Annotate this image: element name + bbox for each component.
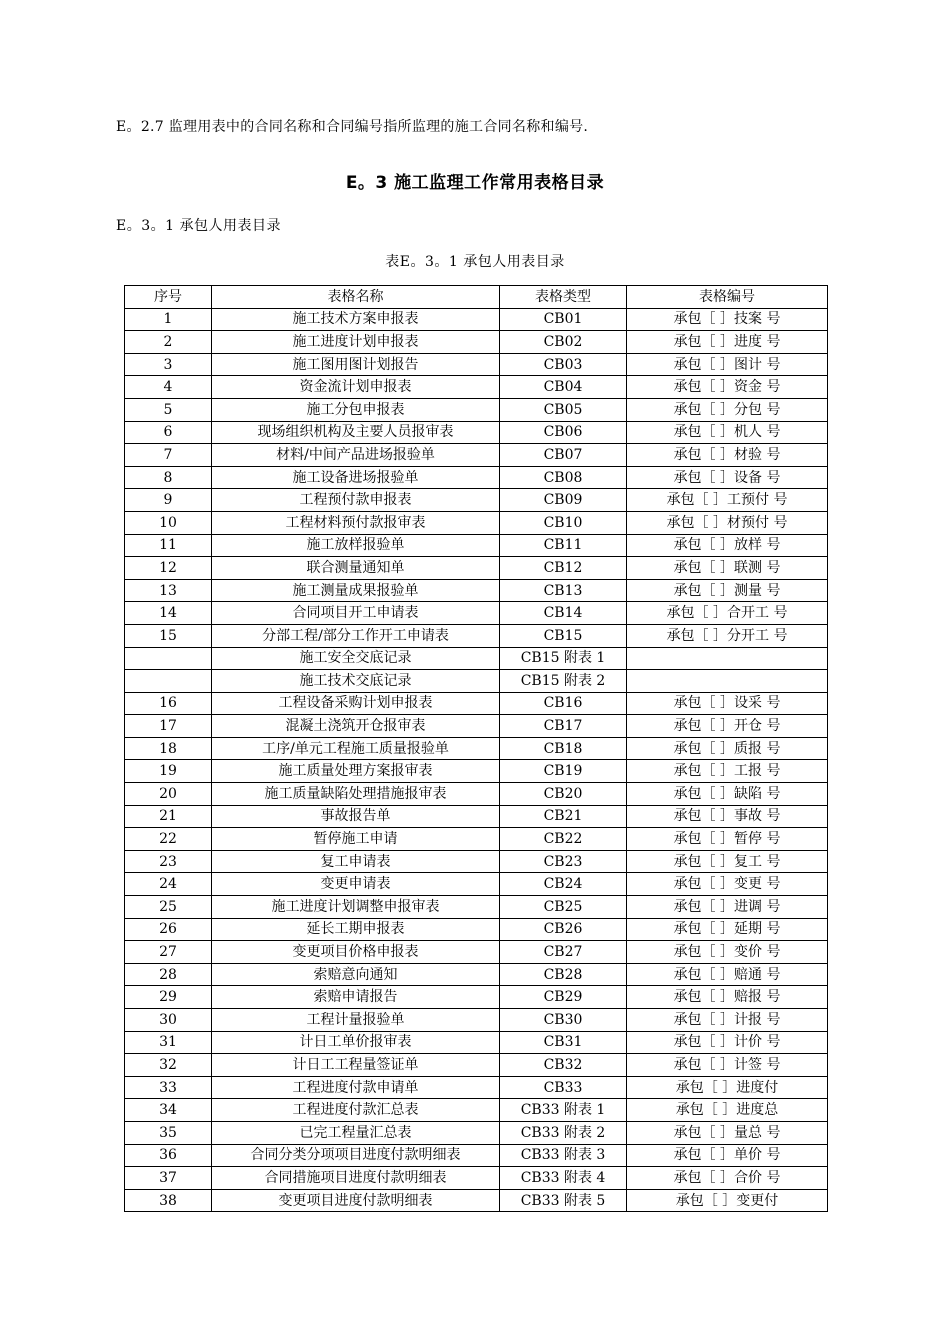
row-form-type: CB26 [500,918,627,941]
table-row [125,850,828,873]
row-form-name: 施工放样报验单 [212,534,500,557]
row-form-code: 承包［ ］分包 号 [627,398,828,421]
row-form-code: 承包［ ］工报 号 [627,760,828,783]
row-form-name: 工程进度付款汇总表 [212,1099,500,1122]
table-row [125,1054,828,1077]
row-form-name: 工程预付款申报表 [212,489,500,512]
row-form-type: CB15 附表 2 [500,670,627,693]
row-serial-no: 12 [125,557,212,580]
table-row [125,1144,828,1167]
row-form-name: 现场组织机构及主要人员报审表 [212,421,500,444]
row-form-name: 计日工工程量签证单 [212,1054,500,1077]
row-form-name: 联合测量通知单 [212,557,500,580]
table-body [125,308,828,1212]
table-row [125,896,828,919]
row-form-name: 合同措施项目进度付款明细表 [212,1167,500,1190]
row-serial-no: 6 [125,421,212,444]
table-row [125,511,828,534]
row-form-type: CB33 附表 2 [500,1121,627,1144]
row-form-code: 承包［ ］缺陷 号 [627,783,828,806]
row-serial-no: 5 [125,398,212,421]
row-form-code: 承包［ ］进度 号 [627,331,828,354]
header-serial-no: 序号 [125,286,212,309]
row-form-name: 索赔意向通知 [212,963,500,986]
row-form-type: CB15 [500,624,627,647]
row-form-type: CB16 [500,692,627,715]
table-caption: 表E。3。1 承包人用表目录 [385,254,565,270]
row-serial-no [125,647,212,670]
row-form-type: CB09 [500,489,627,512]
row-serial-no: 13 [125,579,212,602]
row-form-type: CB05 [500,398,627,421]
header-form-type: 表格类型 [500,286,627,309]
row-form-type: CB13 [500,579,627,602]
row-form-type: CB29 [500,986,627,1009]
table-row [125,1167,828,1190]
row-serial-no: 25 [125,896,212,919]
table-row [125,557,828,580]
row-form-type: CB18 [500,737,627,760]
table-row [125,692,828,715]
row-form-name: 施工安全交底记录 [212,647,500,670]
row-form-type: CB33 附表 5 [500,1189,627,1212]
row-form-type: CB30 [500,1009,627,1032]
table-row [125,828,828,851]
row-form-name: 材料/中间产品进场报验单 [212,444,500,467]
row-serial-no: 38 [125,1189,212,1212]
row-form-type: CB08 [500,466,627,489]
row-form-code: 承包［ ］计报 号 [627,1009,828,1032]
table-header-row [125,286,828,309]
row-serial-no: 7 [125,444,212,467]
row-form-code: 承包［ ］变更 号 [627,873,828,896]
row-form-code: 承包［ ］变更付 [627,1189,828,1212]
table-row [125,670,828,693]
row-serial-no: 14 [125,602,212,625]
row-form-code: 承包［ ］量总 号 [627,1121,828,1144]
row-form-type: CB14 [500,602,627,625]
row-form-type: CB33 附表 1 [500,1099,627,1122]
row-form-name: 施工技术交底记录 [212,670,500,693]
row-form-type: CB19 [500,760,627,783]
table-row [125,1031,828,1054]
row-form-type: CB07 [500,444,627,467]
row-form-type: CB33 附表 4 [500,1167,627,1190]
table-row [125,783,828,806]
row-form-name: 延长工期申报表 [212,918,500,941]
row-form-name: 合同项目开工申请表 [212,602,500,625]
form-catalog-table [124,285,828,1212]
table-row [125,1189,828,1212]
row-serial-no [125,670,212,693]
row-form-name: 工程设备采购计划申报表 [212,692,500,715]
table-row [125,986,828,1009]
table-row [125,715,828,738]
row-form-code: 承包［ ］单价 号 [627,1144,828,1167]
row-form-type: CB20 [500,783,627,806]
row-form-name: 施工图用图计划报告 [212,353,500,376]
row-form-code: 承包［ ］开仓 号 [627,715,828,738]
row-form-code: 承包［ ］进调 号 [627,896,828,919]
row-form-type: CB04 [500,376,627,399]
row-form-code: 承包［ ］图计 号 [627,353,828,376]
row-serial-no: 32 [125,1054,212,1077]
table-row [125,1099,828,1122]
section-title: E。3 施工监理工作常用表格目录 [345,173,605,193]
row-serial-no: 2 [125,331,212,354]
row-serial-no: 3 [125,353,212,376]
row-form-name: 变更申请表 [212,873,500,896]
row-form-type: CB15 附表 1 [500,647,627,670]
row-form-name: 分部工程/部分工作开工申请表 [212,624,500,647]
row-form-name: 资金流计划申报表 [212,376,500,399]
row-form-code: 承包［ ］计签 号 [627,1054,828,1077]
row-serial-no: 29 [125,986,212,1009]
table-row [125,624,828,647]
row-form-code [627,670,828,693]
row-form-name: 施工技术方案申报表 [212,308,500,331]
row-serial-no: 33 [125,1076,212,1099]
table-row [125,376,828,399]
row-form-code: 承包［ ］放样 号 [627,534,828,557]
row-form-type: CB12 [500,557,627,580]
row-form-code: 承包［ ］赔通 号 [627,963,828,986]
row-serial-no: 27 [125,941,212,964]
row-form-code: 承包［ ］资金 号 [627,376,828,399]
table-row [125,1009,828,1032]
row-serial-no: 37 [125,1167,212,1190]
table-row [125,466,828,489]
row-form-code: 承包［ ］合开工 号 [627,602,828,625]
row-form-type: CB27 [500,941,627,964]
row-serial-no: 23 [125,850,212,873]
table-row [125,805,828,828]
row-form-type: CB02 [500,331,627,354]
row-serial-no: 10 [125,511,212,534]
row-form-code: 承包［ ］机人 号 [627,421,828,444]
row-form-name: 已完工程量汇总表 [212,1121,500,1144]
row-form-name: 变更项目进度付款明细表 [212,1189,500,1212]
row-form-name: 施工进度计划调整申报审表 [212,896,500,919]
row-serial-no: 20 [125,783,212,806]
row-form-code: 承包［ ］测量 号 [627,579,828,602]
row-serial-no: 30 [125,1009,212,1032]
row-serial-no: 31 [125,1031,212,1054]
table-row [125,602,828,625]
table-row [125,579,828,602]
subsection-title: E。3。1 承包人用表目录 [116,218,281,234]
row-form-code: 承包［ ］计价 号 [627,1031,828,1054]
row-serial-no: 34 [125,1099,212,1122]
row-form-type: CB22 [500,828,627,851]
row-serial-no: 36 [125,1144,212,1167]
row-form-type: CB10 [500,511,627,534]
row-form-type: CB23 [500,850,627,873]
row-form-type: CB06 [500,421,627,444]
row-form-code: 承包［ ］设采 号 [627,692,828,715]
row-form-name: 暂停施工申请 [212,828,500,851]
row-form-code: 承包［ ］工预付 号 [627,489,828,512]
row-form-code: 承包［ ］材预付 号 [627,511,828,534]
row-form-type: CB03 [500,353,627,376]
row-form-name: 工程计量报验单 [212,1009,500,1032]
row-form-code: 承包［ ］进度付 [627,1076,828,1099]
table-row [125,941,828,964]
row-serial-no: 28 [125,963,212,986]
row-form-type: CB01 [500,308,627,331]
row-serial-no: 35 [125,1121,212,1144]
row-form-name: 施工设备进场报验单 [212,466,500,489]
row-form-code: 承包［ ］复工 号 [627,850,828,873]
row-form-code: 承包［ ］暂停 号 [627,828,828,851]
row-form-code: 承包［ ］联测 号 [627,557,828,580]
row-form-name: 施工进度计划申报表 [212,331,500,354]
row-form-code: 承包［ ］分开工 号 [627,624,828,647]
row-form-code: 承包［ ］事故 号 [627,805,828,828]
table-row [125,534,828,557]
row-form-name: 工序/单元工程施工质量报验单 [212,737,500,760]
row-form-type: CB24 [500,873,627,896]
row-form-name: 工程进度付款申请单 [212,1076,500,1099]
row-form-type: CB32 [500,1054,627,1077]
row-form-code: 承包［ ］延期 号 [627,918,828,941]
row-form-name: 施工质量处理方案报审表 [212,760,500,783]
table-row [125,421,828,444]
row-serial-no: 24 [125,873,212,896]
row-form-type: CB33 [500,1076,627,1099]
table-row [125,873,828,896]
row-form-name: 施工质量缺陷处理措施报审表 [212,783,500,806]
intro-paragraph: E。2.7 监理用表中的合同名称和合同编号指所监理的施工合同名称和编号. [116,119,589,135]
row-form-code: 承包［ ］赔报 号 [627,986,828,1009]
row-form-name: 施工测量成果报验单 [212,579,500,602]
table-row [125,918,828,941]
row-form-code: 承包［ ］质报 号 [627,737,828,760]
row-form-code [627,647,828,670]
row-form-name: 施工分包申报表 [212,398,500,421]
table-row [125,308,828,331]
row-serial-no: 9 [125,489,212,512]
row-serial-no: 8 [125,466,212,489]
row-form-code: 承包［ ］变价 号 [627,941,828,964]
row-form-name: 计日工单价报审表 [212,1031,500,1054]
table-row [125,444,828,467]
row-form-type: CB21 [500,805,627,828]
table-row [125,398,828,421]
row-serial-no: 4 [125,376,212,399]
table-row [125,1076,828,1099]
row-form-type: CB33 附表 3 [500,1144,627,1167]
row-form-name: 合同分类分项项目进度付款明细表 [212,1144,500,1167]
table-row [125,331,828,354]
row-form-name: 事故报告单 [212,805,500,828]
row-form-type: CB11 [500,534,627,557]
row-form-code: 承包［ ］合价 号 [627,1167,828,1190]
row-form-code: 承包［ ］进度总 [627,1099,828,1122]
row-serial-no: 18 [125,737,212,760]
table-row [125,1121,828,1144]
row-form-type: CB25 [500,896,627,919]
row-serial-no: 26 [125,918,212,941]
row-form-code: 承包［ ］技案 号 [627,308,828,331]
table-row [125,737,828,760]
row-form-type: CB28 [500,963,627,986]
row-serial-no: 15 [125,624,212,647]
row-serial-no: 16 [125,692,212,715]
header-form-code: 表格编号 [627,286,828,309]
row-form-name: 索赔申请报告 [212,986,500,1009]
row-serial-no: 22 [125,828,212,851]
table-row [125,647,828,670]
row-form-code: 承包［ ］材验 号 [627,444,828,467]
row-form-type: CB17 [500,715,627,738]
row-serial-no: 19 [125,760,212,783]
row-form-name: 混凝土浇筑开仓报审表 [212,715,500,738]
row-serial-no: 21 [125,805,212,828]
table-row [125,963,828,986]
row-form-name: 复工申请表 [212,850,500,873]
row-serial-no: 1 [125,308,212,331]
row-form-code: 承包［ ］设备 号 [627,466,828,489]
table-row [125,489,828,512]
row-serial-no: 17 [125,715,212,738]
row-form-name: 工程材料预付款报审表 [212,511,500,534]
table-row [125,760,828,783]
row-form-name: 变更项目价格申报表 [212,941,500,964]
header-form-name: 表格名称 [212,286,500,309]
table-row [125,353,828,376]
row-serial-no: 11 [125,534,212,557]
row-form-type: CB31 [500,1031,627,1054]
